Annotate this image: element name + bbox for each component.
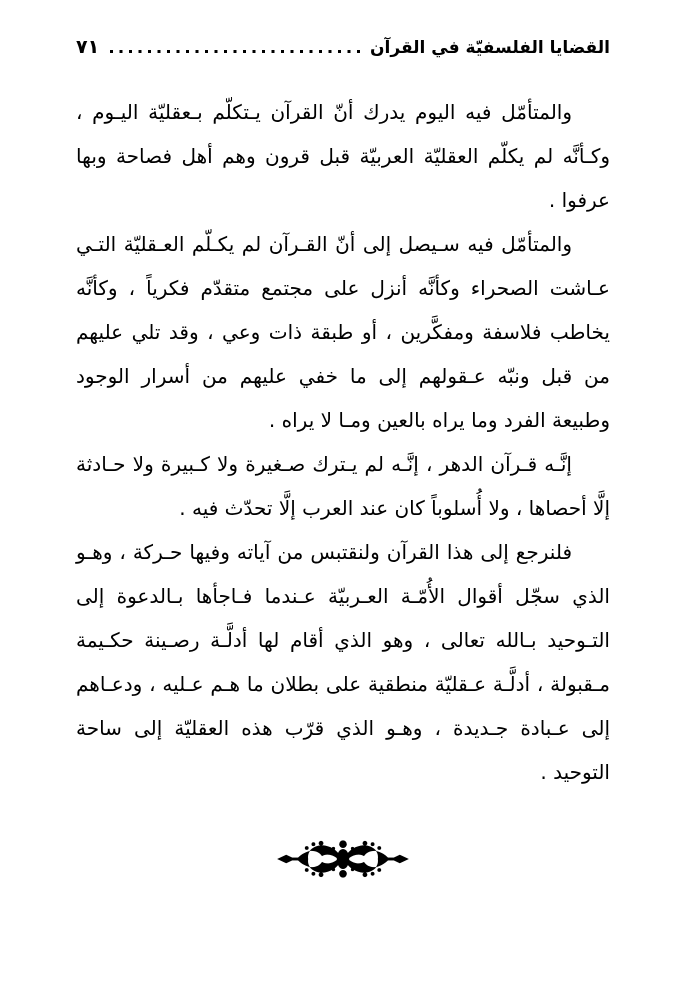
ornament-row — [76, 838, 610, 880]
floral-divider-icon — [275, 838, 411, 880]
page-header — [76, 26, 610, 58]
page-body — [76, 90, 610, 794]
paragraph-4: فلنرجع إلى هذا القرآن ولنقتبس من آياته وفيها حـركة ، وهـو الذي سجّل أقوال الأُمّـة العـربيّة عـندما فـاجأها بـالدعوة إلى التـوحيد بـالله تعالى ، وهو الذي أقام لها أدلَّـة رصـينة حكـيمة مـقبولة ، أدلَّـة عـقليّة منطقية على بطلان ما هـم عـليه ، ودعـاهم إلى عـبادة جـديدة ، وهـو الذي قرّب هذه العقليّة إلى ساحة التوحيد . — [76, 540, 610, 784]
paragraph-1: والمتأمّل فيه اليوم يدرك أنّ القرآن يـتكلّم بـعقليّة اليـوم ، وكـأنَّه لم يكلّم العقليّة العربيّة قبل قرون وهم أهل فصاحة وبها عرفوا . — [76, 100, 610, 212]
dotted-leader — [109, 50, 360, 53]
paragraph-2: والمتأمّل فيه سـيصل إلى أنّ القـرآن لم يكـلّم العـقليّة التـي عـاشت الصحراء وكأنَّه أنزل على مجتمع متقدّم فكرياً ، وكأنَّه يخاطب فلاسفة ومفكَّرين ، أو طبقة ذات وعي ، وقد تلي عليهم من قبل ونبّه عـقولهم إلى ما خفي عليهم من أسرار الوجود وطبيعة الفرد وما يراه بالعين ومـا لا يراه . — [76, 232, 610, 432]
paragraph-3: إنَّـه قـرآن الدهر ، إنَّـه لم يـترك صـغيرة ولا كـبيرة ولا حـادثة إلَّا أحصاها ، ولا أُسلوباً كان عند العرب إلَّا تحدّث فيه . — [76, 452, 610, 520]
chapter-title: القضايا الفلسفيّة في القرآن — [370, 38, 610, 58]
page-number: ٧١ — [76, 36, 100, 58]
